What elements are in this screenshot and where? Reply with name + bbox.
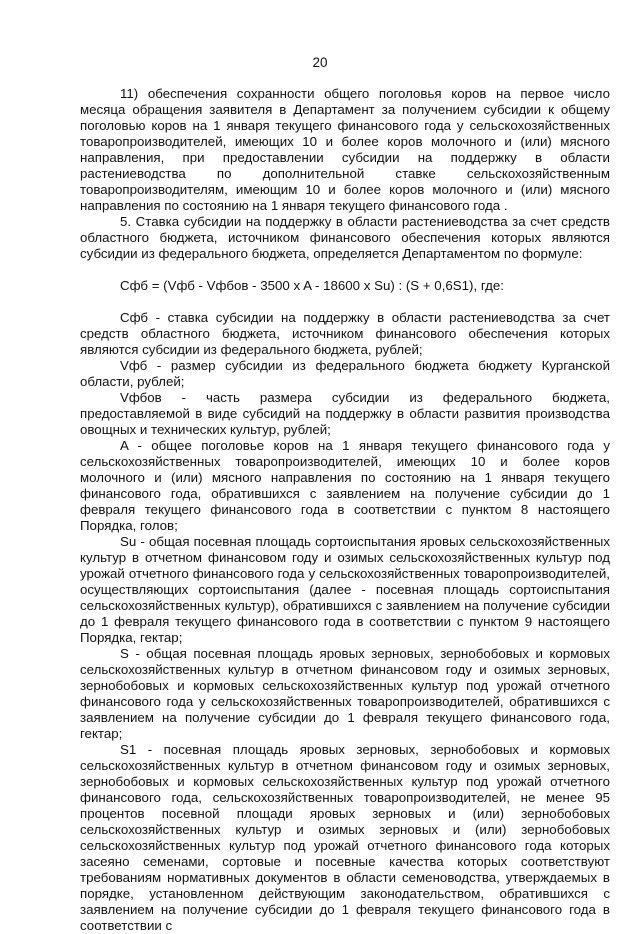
definition-s1: S1 - посевная площадь яровых зерновых, зернобобовых и кормовых сельскохозяйственных культур в отчетном финансовом году и озимых зерновых, зернобобовых и кормовых сельскохозяйственных культур под урожай отчетного финансового года, сельскохозяйственных товаропроизводителей, не менее 95 процентов посевной площади яровых зерновых и (или) зернобобовых сельскохозяйственных культур и озимых зерновых и (или) зернобобовых сельскохозяйственных культур под урожай отчетного финансового года которых засеяно семенами, сортовые и посевные качества которых соответствуют требованиям нормативных документов в области семеноводства, утверждаемых в порядке, установленном действующим законодательством, обратившихся с заявлением на получение субсидии до 1 февраля текущего финансового года в соответствии с <box>80 742 610 933</box>
definition-vfbov: Vфбов - часть размера субсидии из федерального бюджета, предоставляемой в виде субсидий на поддержку в области развития производства овощных и технических культур, рублей; <box>80 390 610 437</box>
formula: Сфб = (Vфб - Vфбов - 3500 x A - 18600 x Su) : (S + 0,6S1), где: <box>120 278 504 293</box>
paragraph-section-5: 5. Ставка субсидии на поддержку в области растениеводства за счет средств областного бюджета, источником финансового обеспечения которых являются субсидии из федерального бюджета, определяется Департаментом по формуле: <box>80 214 610 261</box>
definition-su: Su - общая посевная площадь сортоиспытания яровых сельскохозяйственных культур в отчетном финансовом году и озимых сельскохозяйственных культур под урожай отчетного финансового года у сельскохозяйственных товаропроизводителей, осуществляющих сортоиспытания (далее - посевная площадь сортоиспытания сельскохозяйственных культур), обратившихся с заявлением на получение субсидии до 1 февраля текущего финансового года в соответствии с пунктом 9 настоящего Порядка, гектар; <box>80 534 610 645</box>
definition-vfb: Vфб - размер субсидии из федерального бюджета бюджету Курганской области, рублей; <box>80 358 610 389</box>
definition-s: S - общая посевная площадь яровых зерновых, зернобобовых и кормовых сельскохозяйственных культур в отчетном финансовом году и озимых зерновых, зернобобовых и кормовых сельскохозяйственных культур под урожай отчетного финансового года у сельскохозяйственных товаропроизводителей, обратившихся с заявлением на получение субсидии до 1 февраля текущего финансового года, гектар; <box>80 646 610 741</box>
definition-a: A - общее поголовье коров на 1 января текущего финансового года у сельскохозяйственных товаропроизводителей, имеющих 10 и более коров молочного и (или) мясного направления по состоянию на 1 января текущего финансового года, обратившихся с заявлением на получение субсидии до 1 февраля текущего финансового года в соответствии с пунктом 8 настоящего Порядка, голов; <box>80 438 610 533</box>
paragraph-item-11: 11) обеспечения сохранности общего поголовья коров на первое число месяца обращения заявителя в Департамент за получением субсидии к общему поголовью коров на 1 января текущего финансового года у сельскохозяйственных товаропроизводителей, имеющих 10 и более коров молочного и (или) мясного направления, при предоставлении субсидии на поддержку в области растениеводства по дополнительной ставке сельскохозяйственным товаропроизводителям, имеющим 10 и более коров молочного и (или) мясного направления по состоянию на 1 января текущего финансового года . <box>80 86 610 213</box>
page-number: 20 <box>312 55 328 70</box>
document-body <box>80 86 610 934</box>
definition-sfb: Сфб - ставка субсидии на поддержку в области растениеводства за счет средств областного бюджета, источником финансового обеспечения которых являются субсидии из федерального бюджета, рублей; <box>80 310 610 357</box>
